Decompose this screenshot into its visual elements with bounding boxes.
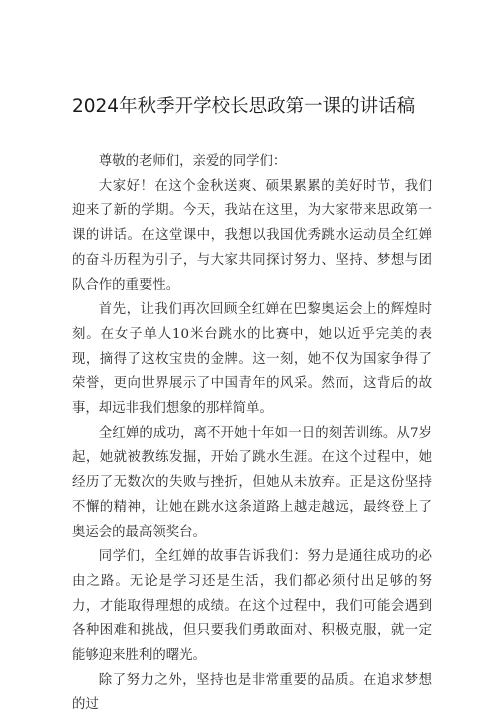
document-body: [72, 150, 432, 718]
paragraph-4: 同学们，全红婵的故事告诉我们：努力是通往成功的必由之路。无论是学习还是生活，我们都必须付出足够的努力，才能取得理想的成绩。在这个过程中，我们可能会遇到各种困难和挑战，但只要我们勇敢面对、积极克服，就一定能够迎来胜利的曙光。: [72, 549, 432, 664]
paragraph-2: 首先，让我们再次回顾全红婵在巴黎奥运会上的辉煌时刻。在女子单人10米台跳水的比赛中，她以近乎完美的表现，摘得了这枚宝贵的金牌。这一刻，她不仅为国家争得了荣誉，更向世界展示了中国青年的风采。然而，这背后的故事，却远非我们想象的那样简单。: [72, 302, 432, 417]
document-title: 2024年秋季开学校长思政第一课的讲话稿: [72, 96, 416, 117]
paragraph-3: 全红婵的成功，离不开她十年如一日的刻苦训练。从7岁起，她就被教练发掘，开始了跳水生涯。在这个过程中，她经历了无数次的失败与挫折，但她从未放弃。正是这份坚持不懈的精神，让她在跳水这条道路上越走越远，最终登上了奥运会的最高领奖台。: [72, 425, 432, 540]
salutation: 尊敬的老师们，亲爱的同学们：: [98, 154, 287, 169]
paragraph-5: 除了努力之外，坚持也是非常重要的品质。在追求梦想的过: [72, 672, 432, 713]
paragraph-1: 大家好！在这个金秋送爽、硕果累累的美好时节，我们迎来了新的学期。今天，我站在这里，为大家带来思政第一课的讲话。在这堂课中，我想以我国优秀跳水运动员全红婵的奋斗历程为引子，与大家共同探讨努力、坚持、梦想与团队合作的重要性。: [72, 178, 432, 293]
